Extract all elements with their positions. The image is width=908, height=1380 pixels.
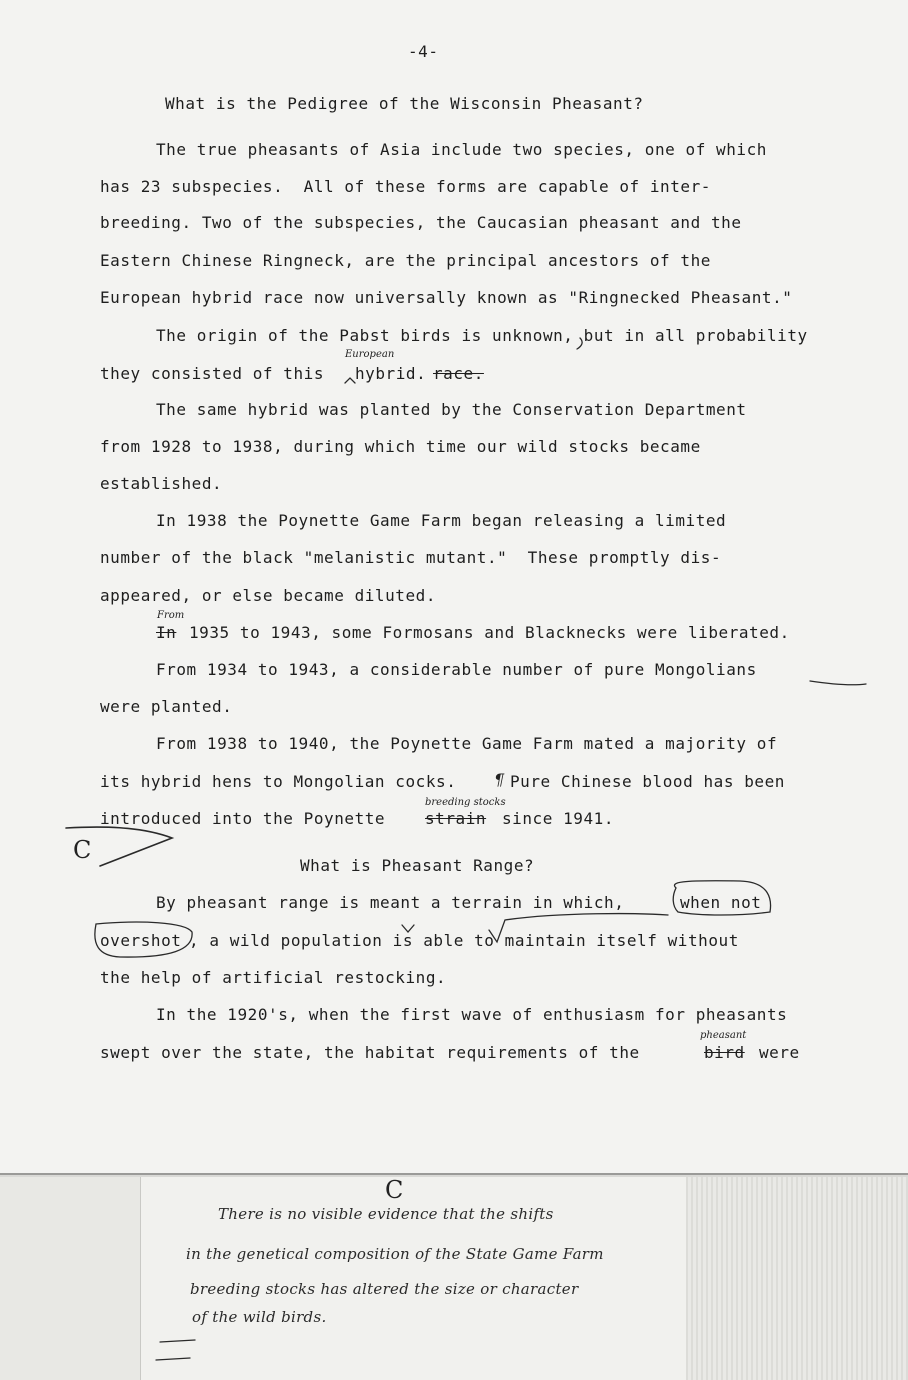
text-line: From 1934 to 1943, a considerable number of pure Mongolians [156,660,757,679]
text-line: In 1938 the Poynette Game Farm began releasing a limited [156,511,727,530]
margin-mark-c: C [73,836,92,864]
handwritten-insert-breeding-stocks: breeding stocks [425,797,506,808]
check-insert-mark [489,914,668,942]
text-line: established. [100,474,223,493]
text-line: appeared, or else became diluted. [100,586,437,605]
margin-arrow-mark [66,827,172,866]
footnote-mark-c: C [385,1176,404,1204]
footnote-line: of the wild birds. [192,1308,327,1326]
circle-overshot [95,922,192,957]
text-line: has 23 subspecies. All of these forms are capable of inter- [100,177,711,196]
comma-mark [577,338,582,349]
handwritten-insert-european: European [345,349,395,360]
text-line: its hybrid hens to Mongolian cocks. [100,772,457,791]
footnote-line: in the genetical composition of the State Game Farm [186,1245,604,1263]
footnote-line: There is no visible evidence that the shifts [218,1205,554,1223]
page-number: -4- [408,42,439,61]
text-line: the help of artificial restocking. [100,968,447,987]
text-line: The same hybrid was planted by the Conservation Department [156,400,747,419]
text-line-mid: hybrid. [355,364,427,383]
text-line: Pure Chinese blood has been [510,772,785,791]
struck-word-bird: bird [704,1043,745,1062]
text-line: The true pheasants of Asia include two species, one of which [156,140,767,159]
text-line: number of the black "melanistic mutant." These promptly dis- [100,548,722,567]
text-line: breeding. Two of the subspecies, the Caucasian pheasant and the [100,213,742,232]
handwritten-insert-pheasant: pheasant [700,1030,747,1041]
text-line: Eastern Chinese Ringneck, are the principal ancestors of the [100,251,711,270]
text-line: from 1928 to 1938, during which time our wild stocks became [100,437,701,456]
text-line-prefix: they consisted of this [100,364,325,383]
heading-range: What is Pheasant Range? [300,856,535,875]
text-line: , a wild population is able to maintain itself without [189,931,739,950]
struck-word-race: race. [433,364,484,383]
handwritten-insert-from: From [157,610,185,621]
text-line-suffix: were [759,1043,800,1062]
struck-word-in: In [156,623,177,642]
circled-phrase-when-not: when not [680,893,762,912]
text-line-suffix: since 1941. [502,809,615,828]
text-line: were planted. [100,697,233,716]
struck-word-strain: strain [425,809,487,828]
text-line-prefix: introduced into the Poynette [100,809,386,828]
footnote-line: breeding stocks has altered the size or character [190,1280,579,1298]
caret-insert-european [345,378,355,383]
text-line: By pheasant range is meant a terrain in which, [156,893,625,912]
circle-when-not [673,881,770,915]
text-line: 1935 to 1943, some Formosans and Blacknecks were liberated. [189,623,790,642]
caret-mark [402,925,414,932]
text-line: The origin of the Pabst birds is unknown, but in all probability [156,326,808,345]
handwritten-paragraph-mark: ¶ [494,770,505,789]
underline-mongolians [810,681,866,685]
circled-word-overshot: overshot [100,931,182,950]
text-line: swept over the state, the habitat requirements of the [100,1043,640,1062]
text-line: In the 1920's, when the first wave of enthusiasm for pheasants [156,1005,788,1024]
text-line: European hybrid race now universally known as "Ringnecked Pheasant." [100,288,793,307]
footnote-bracket [156,1340,195,1360]
heading-pedigree: What is the Pedigree of the Wisconsin Pheasant? [165,94,644,113]
text-line: From 1938 to 1940, the Poynette Game Farm mated a majority of [156,734,778,753]
